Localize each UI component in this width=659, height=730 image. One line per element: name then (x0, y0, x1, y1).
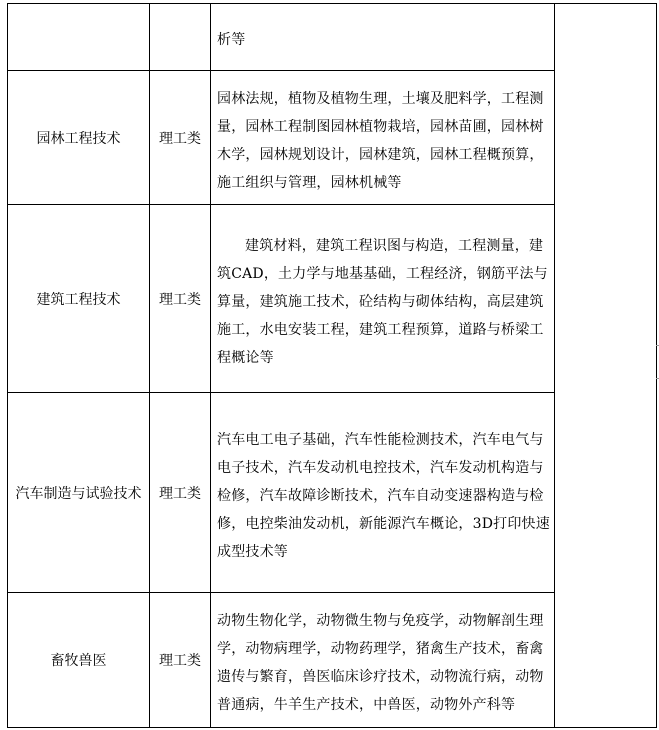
major-cell: 畜牧兽医 (8, 593, 150, 728)
courses-text: 园林法规，植物及植物生理，土壤及肥料学，工程测量，园林工程制图园林植物栽培，园林苗圃，园林树木学，园林规划设计，园林建筑，园林工程概预算，施工组织与管理，园林机械等 (217, 90, 544, 191)
blank-column-cell (555, 4, 657, 728)
courses-cell (211, 393, 555, 593)
majors-table (7, 3, 657, 728)
courses-cell (211, 205, 555, 393)
table-row (8, 4, 657, 71)
category-cell: 理工类 (150, 205, 211, 393)
courses-cell (211, 593, 555, 728)
courses-cell (211, 71, 555, 205)
category-cell: 理工类 (150, 393, 211, 593)
courses-text: 建筑材料，建筑工程识图与构造，工程测量，建筑CAD，土力学与地基基础，工程经济，钢筋平法与算量，建筑施工技术，砼结构与砌体结构，高层建筑施工，水电安装工程，建筑工程预算，道路与桥梁工程概论等 (217, 237, 548, 366)
category-cell: 理工类 (150, 71, 211, 205)
courses-cell (211, 4, 555, 71)
major-cell (8, 4, 150, 71)
courses-text: 汽车电工电子基础，汽车性能检测技术，汽车电气与电子技术，汽车发动机电控技术，汽车发动机构造与检修，汽车故障诊断技术，汽车自动变速器构造与检修，电控柴油发动机，新能源汽车概论，3D打印快速成型技术等 (217, 431, 550, 560)
courses-text: 析等 (217, 32, 246, 48)
category-cell: 理工类 (150, 593, 211, 728)
courses-text: 动物生物化学，动物微生物与免疫学，动物解剖生理学，动物病理学，动物药理学，猪禽生产技术，畜禽遗传与繁育，兽医临床诊疗技术，动物流行病，动物普通病，牛羊生产技术，中兽医，动物外产科等 (217, 613, 544, 713)
major-cell: 建筑工程技术 (8, 205, 150, 393)
major-cell: 园林工程技术 (8, 71, 150, 205)
major-cell: 汽车制造与试验技术 (8, 393, 150, 593)
category-cell (150, 4, 211, 71)
